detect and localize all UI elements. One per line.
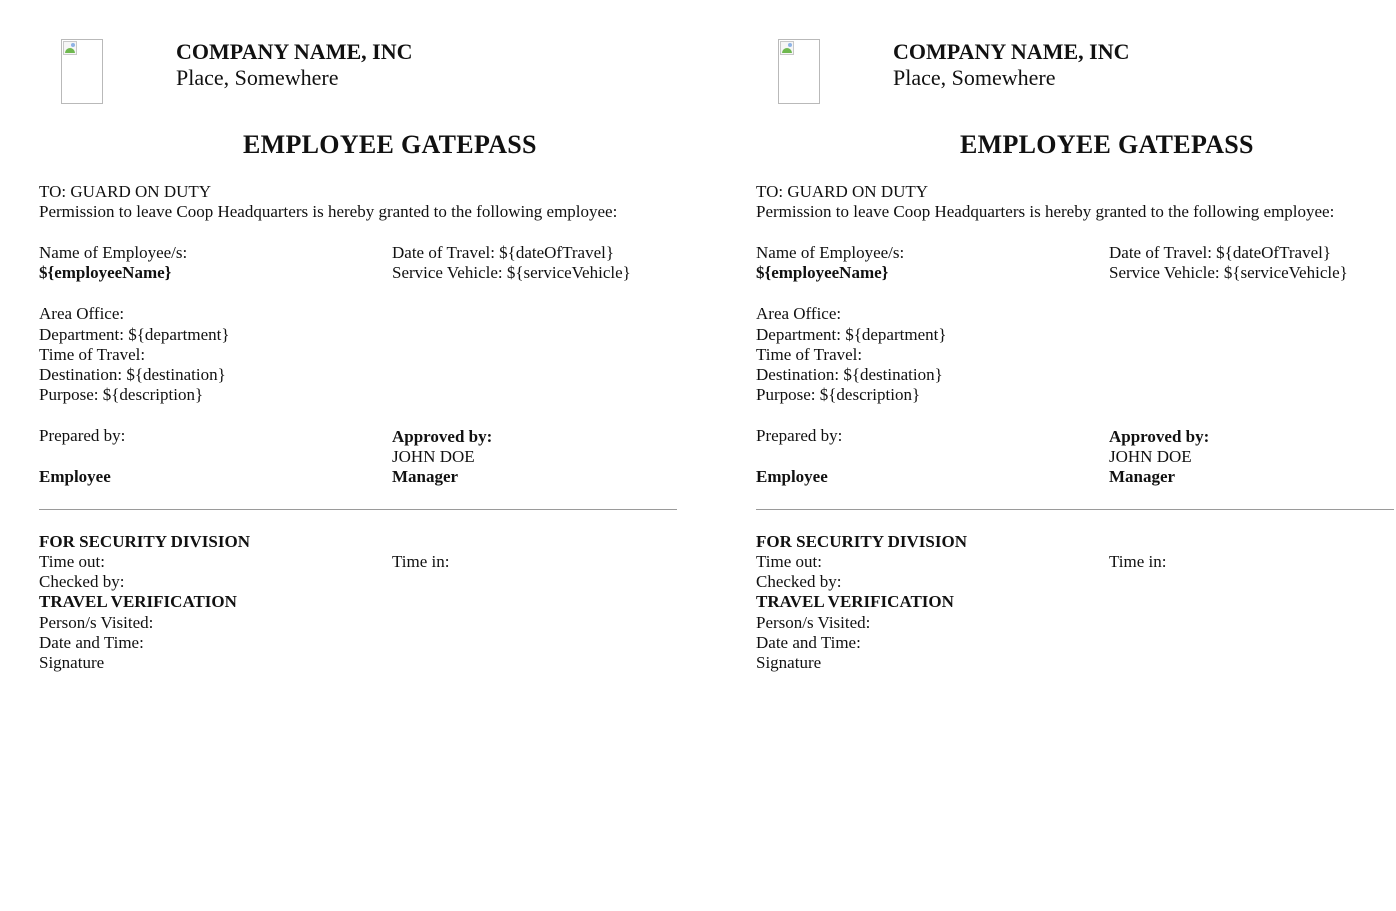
approved-by-label: Approved by: [1109,427,1210,446]
security-heading: FOR SECURITY DIVISION [39,532,250,551]
employee-name-value: ${employeeName} [39,263,172,282]
purpose: Purpose: ${description} [756,385,921,404]
time-out: Time out: [39,552,105,571]
persons-visited: Person/s Visited: [756,613,871,632]
gatepass-copy-2 [756,0,1396,700]
area-office: Area Office: [39,304,125,323]
travel-verification-heading: TRAVEL VERIFICATION [39,592,237,611]
employee-name-value: ${employeeName} [756,263,889,282]
to-line: TO: GUARD ON DUTY [39,182,212,201]
destination: Destination: ${destination} [39,365,226,384]
department: Department: ${department} [756,325,947,344]
time-out: Time out: [756,552,822,571]
company-name: COMPANY NAME, INC [893,39,1130,64]
service-vehicle: Service Vehicle: ${serviceVehicle} [1109,263,1348,282]
prepared-by-label: Prepared by: [756,426,843,445]
approver-name: JOHN DOE [392,447,475,466]
section-divider [39,509,677,510]
company-logo [61,39,103,104]
date-and-time: Date and Time: [39,633,144,652]
checked-by: Checked by: [756,572,842,591]
signature-label: Signature [756,653,822,672]
time-of-travel: Time of Travel: [39,345,146,364]
section-divider [756,509,1394,510]
broken-image-icon [780,41,794,55]
to-line: TO: GUARD ON DUTY [756,182,929,201]
permission-line: Permission to leave Coop Headquarters is hereby granted to the following employee: [39,202,618,221]
service-vehicle: Service Vehicle: ${serviceVehicle} [392,263,631,282]
destination: Destination: ${destination} [756,365,943,384]
signature-label: Signature [39,653,105,672]
purpose: Purpose: ${description} [39,385,204,404]
date-and-time: Date and Time: [756,633,861,652]
area-office: Area Office: [756,304,842,323]
prepared-by-label: Prepared by: [39,426,126,445]
checked-by: Checked by: [39,572,125,591]
employee-role: Employee [39,467,111,486]
employee-role: Employee [756,467,828,486]
company-logo [778,39,820,104]
page-title: EMPLOYEE GATEPASS [243,130,537,159]
broken-image-icon [63,41,77,55]
time-in: Time in: [392,552,450,571]
gatepass-copy-1 [39,0,679,700]
persons-visited: Person/s Visited: [39,613,154,632]
security-heading: FOR SECURITY DIVISION [756,532,967,551]
company-name: COMPANY NAME, INC [176,39,413,64]
company-place: Place, Somewhere [176,65,339,90]
permission-line: Permission to leave Coop Headquarters is hereby granted to the following employee: [756,202,1335,221]
employee-name-label: Name of Employee/s: [756,243,905,262]
time-of-travel: Time of Travel: [756,345,863,364]
date-of-travel: Date of Travel: ${dateOfTravel} [1109,243,1332,262]
page-title: EMPLOYEE GATEPASS [960,130,1254,159]
company-place: Place, Somewhere [893,65,1056,90]
time-in: Time in: [1109,552,1167,571]
approver-role: Manager [392,467,459,486]
approver-name: JOHN DOE [1109,447,1192,466]
approver-role: Manager [1109,467,1176,486]
travel-verification-heading: TRAVEL VERIFICATION [756,592,954,611]
approved-by-label: Approved by: [392,427,493,446]
employee-name-label: Name of Employee/s: [39,243,188,262]
date-of-travel: Date of Travel: ${dateOfTravel} [392,243,615,262]
department: Department: ${department} [39,325,230,344]
